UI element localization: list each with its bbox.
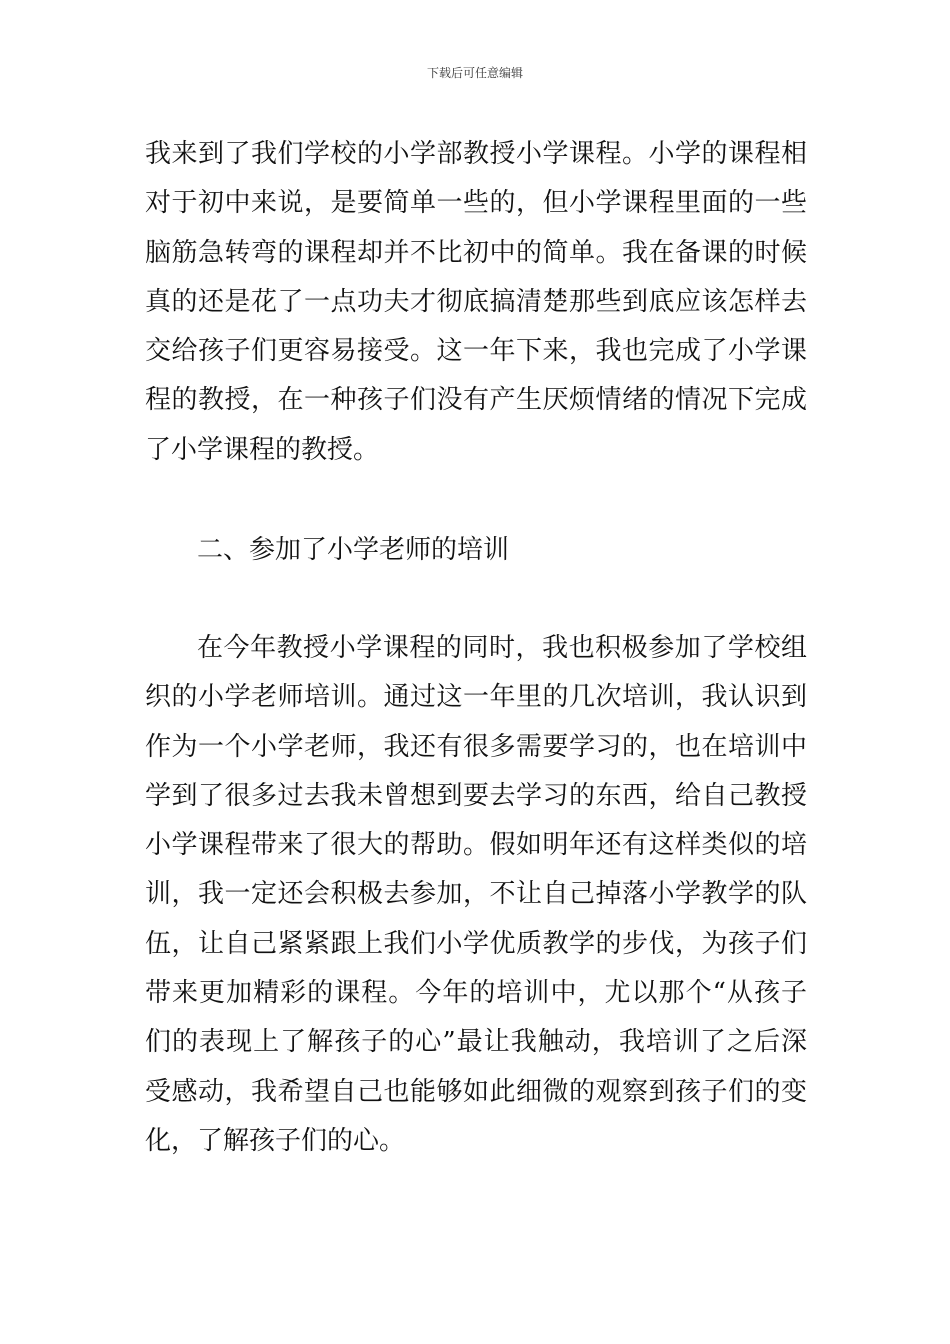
- section-heading-training: 二、参加了小学老师的培训: [197, 535, 510, 565]
- paragraph-teaching: 我来到了我们学校的小学部教授小学课程。小学的课程相对于初中来说，是要简单一些的，但小学课程里面的一些脑筋急转弯的课程却并不比初中的简单。我在备课的时候真的还是花了一点功夫才彻底搞清楚那些到底应该怎样去交给孩子们更容易接受。这一年下来，我也完成了小学课程的教授，在一种孩子们没有产生厌烦情绪的情况下完成了小学课程的教授。: [145, 139, 807, 465]
- header-note: 下载后可任意编辑: [426, 66, 523, 80]
- paragraph-training: 在今年教授小学课程的同时，我也积极参加了学校组织的小学老师培训。通过这一年里的几次培训，我认识到作为一个小学老师，我还有很多需要学习的，也在培训中学到了很多过去我未曾想到要去学习的东西，给自己教授小学课程带来了很大的帮助。假如明年还有这样类似的培训，我一定还会积极去参加，不让自己掉落小学教学的队伍，让自己紧紧跟上我们小学优质教学的步伐，为孩子们带来更加精彩的课程。今年的培训中，尤以那个“从孩子们的表现上了解孩子的心”最让我触动，我培训了之后深受感动，我希望自己也能够如此细微的观察到孩子们的变化，了解孩子们的心。: [145, 633, 807, 1156]
